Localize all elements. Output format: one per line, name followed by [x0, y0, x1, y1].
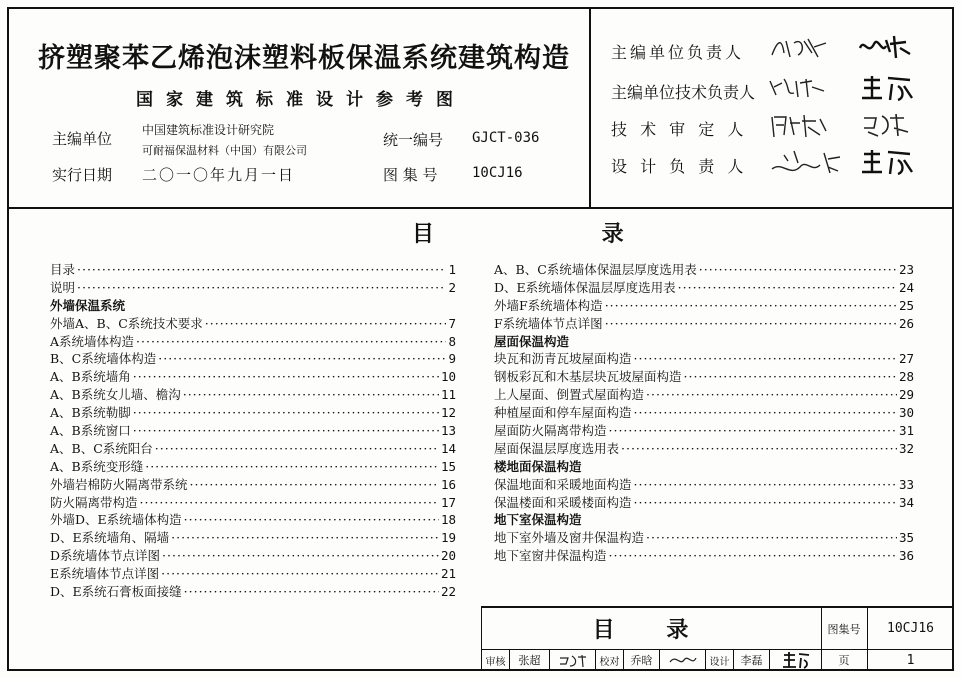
- signature-3b: [860, 110, 912, 140]
- toc-entry[interactable]: [50, 439, 456, 457]
- technical-approver-label: 技 术 审 定 人: [611, 120, 748, 139]
- toc-entry-page: 19: [440, 530, 456, 546]
- check-signature: [660, 649, 706, 671]
- check-label: 校对: [596, 649, 624, 671]
- toc-entry[interactable]: [50, 457, 456, 475]
- toc-leader-dots: [634, 495, 897, 510]
- toc-leader-dots: [155, 441, 439, 456]
- toc-entry-page: 31: [898, 423, 914, 439]
- toc-leader-dots: [171, 530, 439, 545]
- toc-entry[interactable]: [494, 385, 914, 403]
- toc-entry[interactable]: [50, 367, 456, 385]
- toc-entry-title: 保温楼面和采暖楼面构造: [494, 494, 632, 510]
- toc-leader-dots: [162, 548, 439, 563]
- toc-entry[interactable]: [50, 546, 456, 564]
- toc-section-heading: 地下室保温构造: [494, 512, 582, 528]
- toc-entry-title: 防火隔离带构造: [50, 494, 138, 510]
- toc-entry-title: F系统墙体节点详图: [494, 315, 603, 331]
- signature-2a: [766, 73, 828, 101]
- unified-code-label: 统一编号: [383, 131, 444, 149]
- toc-entry-page: 29: [898, 387, 914, 403]
- toc-leader-dots: [133, 423, 439, 438]
- editor-unit-2: 可耐福保温材料（中国）有限公司: [142, 144, 307, 157]
- review-signature: [550, 649, 596, 671]
- signature-4a: [770, 147, 842, 179]
- atlas-number-label: 图 集 号: [383, 166, 438, 184]
- toc-entry-title: A、B系统女儿墙、檐沟: [50, 387, 181, 403]
- title-block: [481, 606, 954, 671]
- sheet-title: [482, 608, 821, 649]
- toc-leader-dots: [634, 477, 897, 492]
- toc-entry-title: A、B、C系统阳台: [50, 440, 153, 456]
- toc-leader-dots: [605, 316, 897, 331]
- toc-entry-title: A、B系统勒脚: [50, 405, 131, 421]
- toc-entry-page: 24: [898, 279, 914, 295]
- toc-leader-dots: [634, 405, 897, 420]
- toc-leader-dots: [684, 369, 897, 384]
- toc-entry-page: 7: [448, 315, 456, 331]
- toc-leader-dots: [699, 262, 897, 277]
- technical-responsible-label: 主编单位技术负责人: [611, 83, 756, 102]
- toc-entry-page: 20: [440, 548, 456, 564]
- toc-leader-dots: [678, 280, 897, 295]
- toc-leader-dots: [634, 351, 897, 366]
- toc-leader-dots: [77, 262, 446, 277]
- toc-entry[interactable]: [50, 278, 456, 296]
- document-subtitle: 国家建筑标准设计参考图: [136, 90, 466, 110]
- toc-entry[interactable]: [494, 260, 914, 278]
- toc-leader-dots: [605, 298, 897, 313]
- toc-leader-dots: [140, 495, 439, 510]
- tb-atlas-value: 10CJ16: [887, 621, 934, 636]
- toc-entry-title: 说明: [50, 279, 76, 295]
- toc-leader-dots: [133, 405, 439, 420]
- tb-page-value: 1: [906, 652, 915, 668]
- toc-right-column: [494, 260, 914, 564]
- toc-entry-title: 地下室窗井保温构造: [494, 548, 607, 564]
- check-name: 乔晗: [624, 649, 660, 671]
- toc-entry-title: D、E系统墙角、隔墙: [50, 530, 170, 546]
- design-name: 李磊: [734, 649, 770, 671]
- toc-leader-dots: [621, 441, 897, 456]
- design-signature: [770, 649, 821, 671]
- toc-entry-title: 屋面防火隔离带构造: [494, 423, 607, 439]
- toc-entry[interactable]: [494, 546, 914, 564]
- toc-entry[interactable]: [494, 403, 914, 421]
- toc-entry-page: 17: [440, 494, 456, 510]
- toc-section-heading: 外墙保温系统: [50, 297, 126, 313]
- toc-entry[interactable]: [494, 278, 914, 296]
- toc-entry[interactable]: [494, 296, 914, 314]
- effective-date-label: 实行日期: [52, 166, 113, 184]
- toc-entry[interactable]: [494, 367, 914, 385]
- toc-leader-dots: [77, 280, 446, 295]
- toc-entry-page: 34: [898, 494, 914, 510]
- toc-entry-title: A、B、C系统墙体保温层厚度选用表: [494, 262, 697, 277]
- toc-entry-title: B、C系统墙体构造: [50, 351, 157, 367]
- toc-entry-page: 27: [898, 351, 914, 367]
- toc-entry-page: 15: [440, 458, 456, 474]
- header-divider: [7, 207, 954, 209]
- toc-entry[interactable]: [50, 385, 456, 403]
- toc-entry-page: 9: [448, 351, 456, 367]
- tb-page-label: 页: [838, 654, 850, 667]
- toc-leader-dots: [133, 369, 439, 384]
- toc-entry[interactable]: [494, 314, 914, 332]
- toc-entry-page: 25: [898, 297, 914, 313]
- toc-leader-dots: [184, 512, 439, 527]
- toc-entry-title: 块瓦和沥青瓦坡屋面构造: [494, 351, 632, 367]
- toc-entry-title: D系统墙体节点详图: [50, 548, 161, 564]
- toc-entry-page: 18: [440, 512, 456, 528]
- toc-leader-dots: [609, 548, 897, 563]
- toc-entry[interactable]: [50, 260, 456, 278]
- toc-entry-page: 30: [898, 405, 914, 421]
- signature-2b: [858, 72, 916, 104]
- toc-leader-dots: [646, 530, 897, 545]
- toc-entry-page: 32: [898, 440, 914, 456]
- toc-entry[interactable]: [494, 493, 914, 511]
- editor-unit-1: 中国建筑标准设计研究院: [142, 123, 275, 137]
- review-name: 张超: [510, 649, 550, 671]
- toc-entry-title: 目录: [50, 262, 76, 277]
- toc-entry[interactable]: [50, 564, 456, 582]
- toc-entry[interactable]: [494, 349, 914, 367]
- toc-leader-dots: [190, 477, 439, 492]
- toc-entry[interactable]: [50, 421, 456, 439]
- toc-leader-dots: [183, 387, 439, 402]
- toc-entry-title: 种植屋面和停车屋面构造: [494, 405, 632, 421]
- toc-entry[interactable]: [494, 439, 914, 457]
- toc-entry[interactable]: [494, 475, 914, 493]
- signature-4b: [858, 146, 916, 178]
- toc-entry-page: 13: [440, 423, 456, 439]
- toc-leader-dots: [609, 423, 897, 438]
- toc-leader-dots: [184, 584, 439, 599]
- toc-entry[interactable]: [50, 582, 456, 600]
- toc-entry[interactable]: [50, 349, 456, 367]
- toc-entry[interactable]: [50, 528, 456, 546]
- toc-entry-page: 1: [448, 262, 456, 277]
- toc-entry-title: 钢板彩瓦和木基层块瓦坡屋面构造: [494, 369, 682, 385]
- toc-entry-page: 23: [898, 262, 914, 277]
- editor-unit-label: 主编单位: [52, 130, 113, 148]
- toc-section-heading: 屋面保温构造: [494, 333, 570, 349]
- toc-entry-page: 8: [448, 333, 456, 349]
- toc-entry-title: 外墙F系统墙体构造: [494, 297, 603, 313]
- toc-leader-dots: [205, 316, 447, 331]
- toc-entry-title: 屋面保温层厚度选用表: [494, 440, 620, 456]
- toc-entry[interactable]: [50, 475, 456, 493]
- toc-entry-title: 地下室外墙及窗井保温构造: [494, 530, 645, 546]
- toc-entry-title: A、B系统变形缝: [50, 458, 144, 474]
- toc-entry-page: 26: [898, 315, 914, 331]
- toc-entry[interactable]: [494, 528, 914, 546]
- toc-entry[interactable]: [50, 314, 456, 332]
- review-label: 审核: [482, 649, 510, 671]
- effective-date-value: 二〇一〇年九月一日: [142, 166, 296, 184]
- toc-entry-page: 2: [448, 279, 456, 295]
- signature-1a: [768, 33, 828, 61]
- design-label: 设计: [706, 649, 734, 671]
- toc-entry-page: 33: [898, 476, 914, 492]
- toc-entry-title: 上人屋面、倒置式屋面构造: [494, 387, 645, 403]
- toc-entry-title: 外墙岩棉防火隔离带系统: [50, 476, 188, 492]
- atlas-number-value: 10CJ16: [472, 165, 523, 181]
- toc-leader-dots: [136, 334, 446, 349]
- toc-entry-page: 28: [898, 369, 914, 385]
- toc-entry-page: 10: [440, 369, 456, 385]
- toc-entry-title: A、B系统窗口: [50, 423, 131, 439]
- toc-entry-title: D、E系统石膏板面接缝: [50, 584, 182, 600]
- toc-leader-dots: [145, 459, 439, 474]
- toc-entry-page: 11: [440, 387, 456, 403]
- toc-entry[interactable]: [494, 421, 914, 439]
- toc-entry[interactable]: [50, 493, 456, 511]
- toc-entry-title: E系统墙体节点详图: [50, 566, 160, 582]
- toc-entry-page: 16: [440, 476, 456, 492]
- toc-entry-page: 22: [440, 584, 456, 600]
- toc-entry-page: 14: [440, 440, 456, 456]
- toc-entry-page: 21: [440, 566, 456, 582]
- toc-entry-title: A、B系统墙角: [50, 369, 131, 385]
- toc-entry-title: A系统墙体构造: [50, 333, 135, 349]
- header-vertical-divider: [589, 7, 591, 207]
- toc-leader-dots: [158, 351, 446, 366]
- sheet-title-text: 目 录: [592, 617, 711, 643]
- toc-section-heading: 楼地面保温构造: [494, 458, 582, 474]
- toc-leader-dots: [161, 566, 439, 581]
- unified-code-value: GJCT-036: [472, 130, 540, 146]
- toc-entry[interactable]: [50, 332, 456, 350]
- toc-entry-title: 外墙A、B、C系统技术要求: [50, 315, 203, 331]
- document-title: 挤塑聚苯乙烯泡沫塑料板保温系统建筑构造: [38, 43, 570, 74]
- toc-entry-title: 保温地面和采暖地面构造: [494, 476, 632, 492]
- toc-leader-dots: [646, 387, 897, 402]
- tb-atlas-label: 图集号: [827, 622, 861, 636]
- responsible-person-label: 主编单位负责人: [611, 43, 745, 62]
- toc-entry-page: 35: [898, 530, 914, 546]
- signature-1b: [856, 30, 916, 62]
- toc-left-column: [50, 260, 456, 600]
- toc-heading: [412, 217, 704, 248]
- toc-heading-text: 目 录: [412, 221, 704, 247]
- toc-entry-page: 12: [440, 405, 456, 421]
- design-responsible-label: 设 计 负 责 人: [611, 157, 748, 176]
- toc-entry-page: 36: [898, 548, 914, 564]
- toc-entry[interactable]: [50, 403, 456, 421]
- toc-entry-title: 外墙D、E系统墙体构造: [50, 512, 182, 528]
- signature-3a: [768, 111, 830, 139]
- toc-entry-title: D、E系统墙体保温层厚度选用表: [494, 279, 676, 295]
- toc-entry[interactable]: [50, 510, 456, 528]
